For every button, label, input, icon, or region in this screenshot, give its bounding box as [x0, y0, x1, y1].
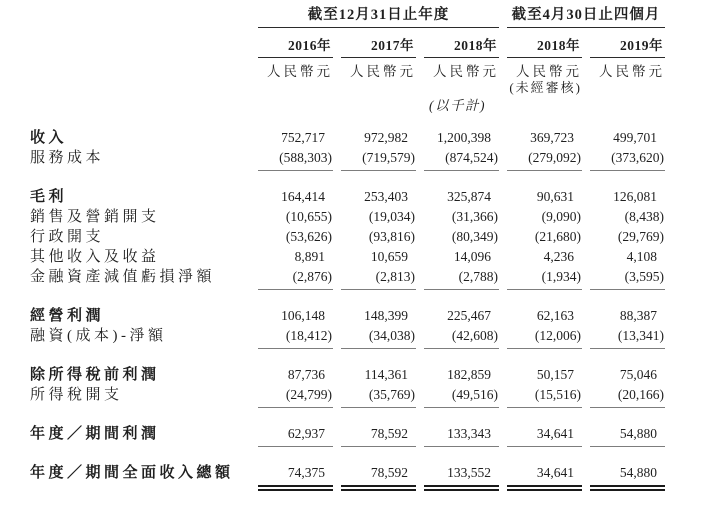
table-row [30, 424, 665, 447]
thousands-note-row [30, 97, 665, 115]
value-cell: 164,414 [281, 189, 325, 204]
currency-label: 人民幣元 [599, 64, 665, 79]
value-cell: 74,375 [258, 463, 333, 491]
table-body [30, 128, 665, 491]
value-cell: (93,816) [368, 229, 415, 244]
value-cell: 62,163 [536, 308, 574, 323]
table-row [30, 365, 665, 385]
value-cell: (34,038) [341, 326, 416, 349]
value-cell: (2,788) [424, 267, 499, 290]
value-cell: (588,303) [258, 148, 333, 171]
value-cell: 369,723 [530, 130, 574, 145]
col-header-2019-interim: 2019年 [590, 34, 665, 58]
row-label: 融資(成本)-淨額 [30, 328, 167, 344]
table-row [30, 148, 665, 171]
table-row [30, 326, 665, 349]
table-row [30, 463, 665, 491]
row-label: 年度／期間利潤 [30, 426, 160, 442]
in-thousands-note: (以千計) [429, 98, 486, 113]
value-cell: 78,592 [341, 424, 416, 447]
col-header-2016: 2016年 [258, 34, 333, 58]
value-cell: 62,937 [258, 424, 333, 447]
value-cell: (13,341) [590, 326, 665, 349]
label-column-spacer [30, 97, 250, 115]
value-cell: 133,343 [424, 424, 499, 447]
value-cell: (29,769) [617, 229, 664, 244]
row-label: 銷售及營銷開支 [30, 209, 160, 225]
row-label: 經營利潤 [30, 308, 105, 324]
value-cell: (19,034) [368, 209, 415, 224]
value-cell: 1,200,398 [437, 130, 491, 145]
value-cell: (20,166) [590, 385, 665, 408]
value-cell: 972,982 [364, 130, 408, 145]
income-statement-table [30, 2, 665, 491]
value-cell: 499,701 [613, 130, 657, 145]
value-cell: 4,236 [543, 249, 574, 264]
col-header-2018-interim: 2018年 [507, 34, 582, 58]
unaudited-note-row [30, 80, 665, 97]
table-row [30, 267, 665, 290]
value-cell: 133,552 [424, 463, 499, 491]
value-cell: (21,680) [534, 229, 581, 244]
row-label: 收入 [30, 130, 68, 146]
value-cell: 325,874 [447, 189, 491, 204]
value-cell: (80,349) [451, 229, 498, 244]
column-group-year-ended-dec31: 截至12月31日止年度 [258, 3, 499, 28]
value-cell: 14,096 [453, 249, 491, 264]
value-cell: (8,438) [624, 209, 664, 224]
value-cell: (24,799) [258, 385, 333, 408]
value-cell: 10,659 [370, 249, 408, 264]
value-cell: 126,081 [613, 189, 657, 204]
value-cell: (279,092) [507, 148, 582, 171]
value-cell: (9,090) [541, 209, 581, 224]
currency-label: 人民幣元 [433, 64, 499, 79]
value-cell: (49,516) [424, 385, 499, 408]
value-cell: (2,813) [341, 267, 416, 290]
value-cell: (874,524) [424, 148, 499, 171]
unaudited-note: (未經審核) [509, 80, 582, 95]
value-cell: 4,108 [626, 249, 657, 264]
value-cell: 34,641 [507, 463, 582, 491]
value-cell: 54,880 [590, 463, 665, 491]
value-cell: (15,516) [507, 385, 582, 408]
col-header-2017: 2017年 [341, 34, 416, 58]
row-label: 金融資產減值虧損淨額 [30, 269, 216, 285]
value-cell: 148,399 [364, 308, 408, 323]
value-cell: 106,148 [281, 308, 325, 323]
value-cell: 8,891 [294, 249, 325, 264]
currency-label: 人民幣元 [516, 64, 582, 79]
label-column-spacer [30, 80, 250, 97]
table-row [30, 187, 665, 207]
section-spacer [30, 290, 665, 306]
table-row [30, 306, 665, 326]
table-row [30, 247, 665, 267]
value-cell: 87,736 [287, 367, 325, 382]
value-cell: (12,006) [507, 326, 582, 349]
section-spacer [30, 447, 665, 463]
section-spacer [30, 408, 665, 424]
year-header-row [30, 28, 665, 58]
column-group-four-months-apr30: 截至4月30日止四個月 [507, 3, 665, 28]
value-cell: 253,403 [364, 189, 408, 204]
col-header-2018: 2018年 [424, 34, 499, 58]
value-cell: (2,876) [258, 267, 333, 290]
table-row [30, 385, 665, 408]
value-cell: (18,412) [258, 326, 333, 349]
value-cell: 225,467 [447, 308, 491, 323]
row-label: 除所得稅前利潤 [30, 367, 160, 383]
section-spacer [30, 171, 665, 187]
value-cell: 50,157 [536, 367, 574, 382]
row-label: 毛利 [30, 189, 68, 205]
currency-label: 人民幣元 [350, 64, 416, 79]
value-cell: 114,361 [364, 367, 408, 382]
column-group-header-row [30, 2, 665, 28]
header-body-gap [30, 115, 665, 128]
currency-header-row [30, 58, 665, 80]
value-cell: (3,595) [590, 267, 665, 290]
value-cell: 752,717 [281, 130, 325, 145]
value-cell: (42,608) [424, 326, 499, 349]
value-cell: 182,859 [447, 367, 491, 382]
value-cell: 54,880 [590, 424, 665, 447]
value-cell: (53,626) [285, 229, 332, 244]
table-row [30, 128, 665, 148]
row-label: 年度／期間全面收入總額 [30, 465, 234, 481]
value-cell: (1,934) [507, 267, 582, 290]
value-cell: 88,387 [619, 308, 657, 323]
table-row [30, 207, 665, 227]
row-label: 服務成本 [30, 150, 105, 166]
value-cell: 78,592 [341, 463, 416, 491]
row-label: 所得稅開支 [30, 387, 123, 403]
value-cell: (35,769) [341, 385, 416, 408]
value-cell: (31,366) [451, 209, 498, 224]
value-cell: 90,631 [536, 189, 574, 204]
row-label: 行政開支 [30, 229, 105, 245]
table-row [30, 227, 665, 247]
value-cell: 34,641 [507, 424, 582, 447]
value-cell: (719,579) [341, 148, 416, 171]
value-cell: (10,655) [285, 209, 332, 224]
value-cell: (373,620) [590, 148, 665, 171]
currency-label: 人民幣元 [267, 64, 333, 79]
section-spacer [30, 349, 665, 365]
value-cell: 75,046 [619, 367, 657, 382]
row-label: 其他收入及收益 [30, 249, 160, 265]
